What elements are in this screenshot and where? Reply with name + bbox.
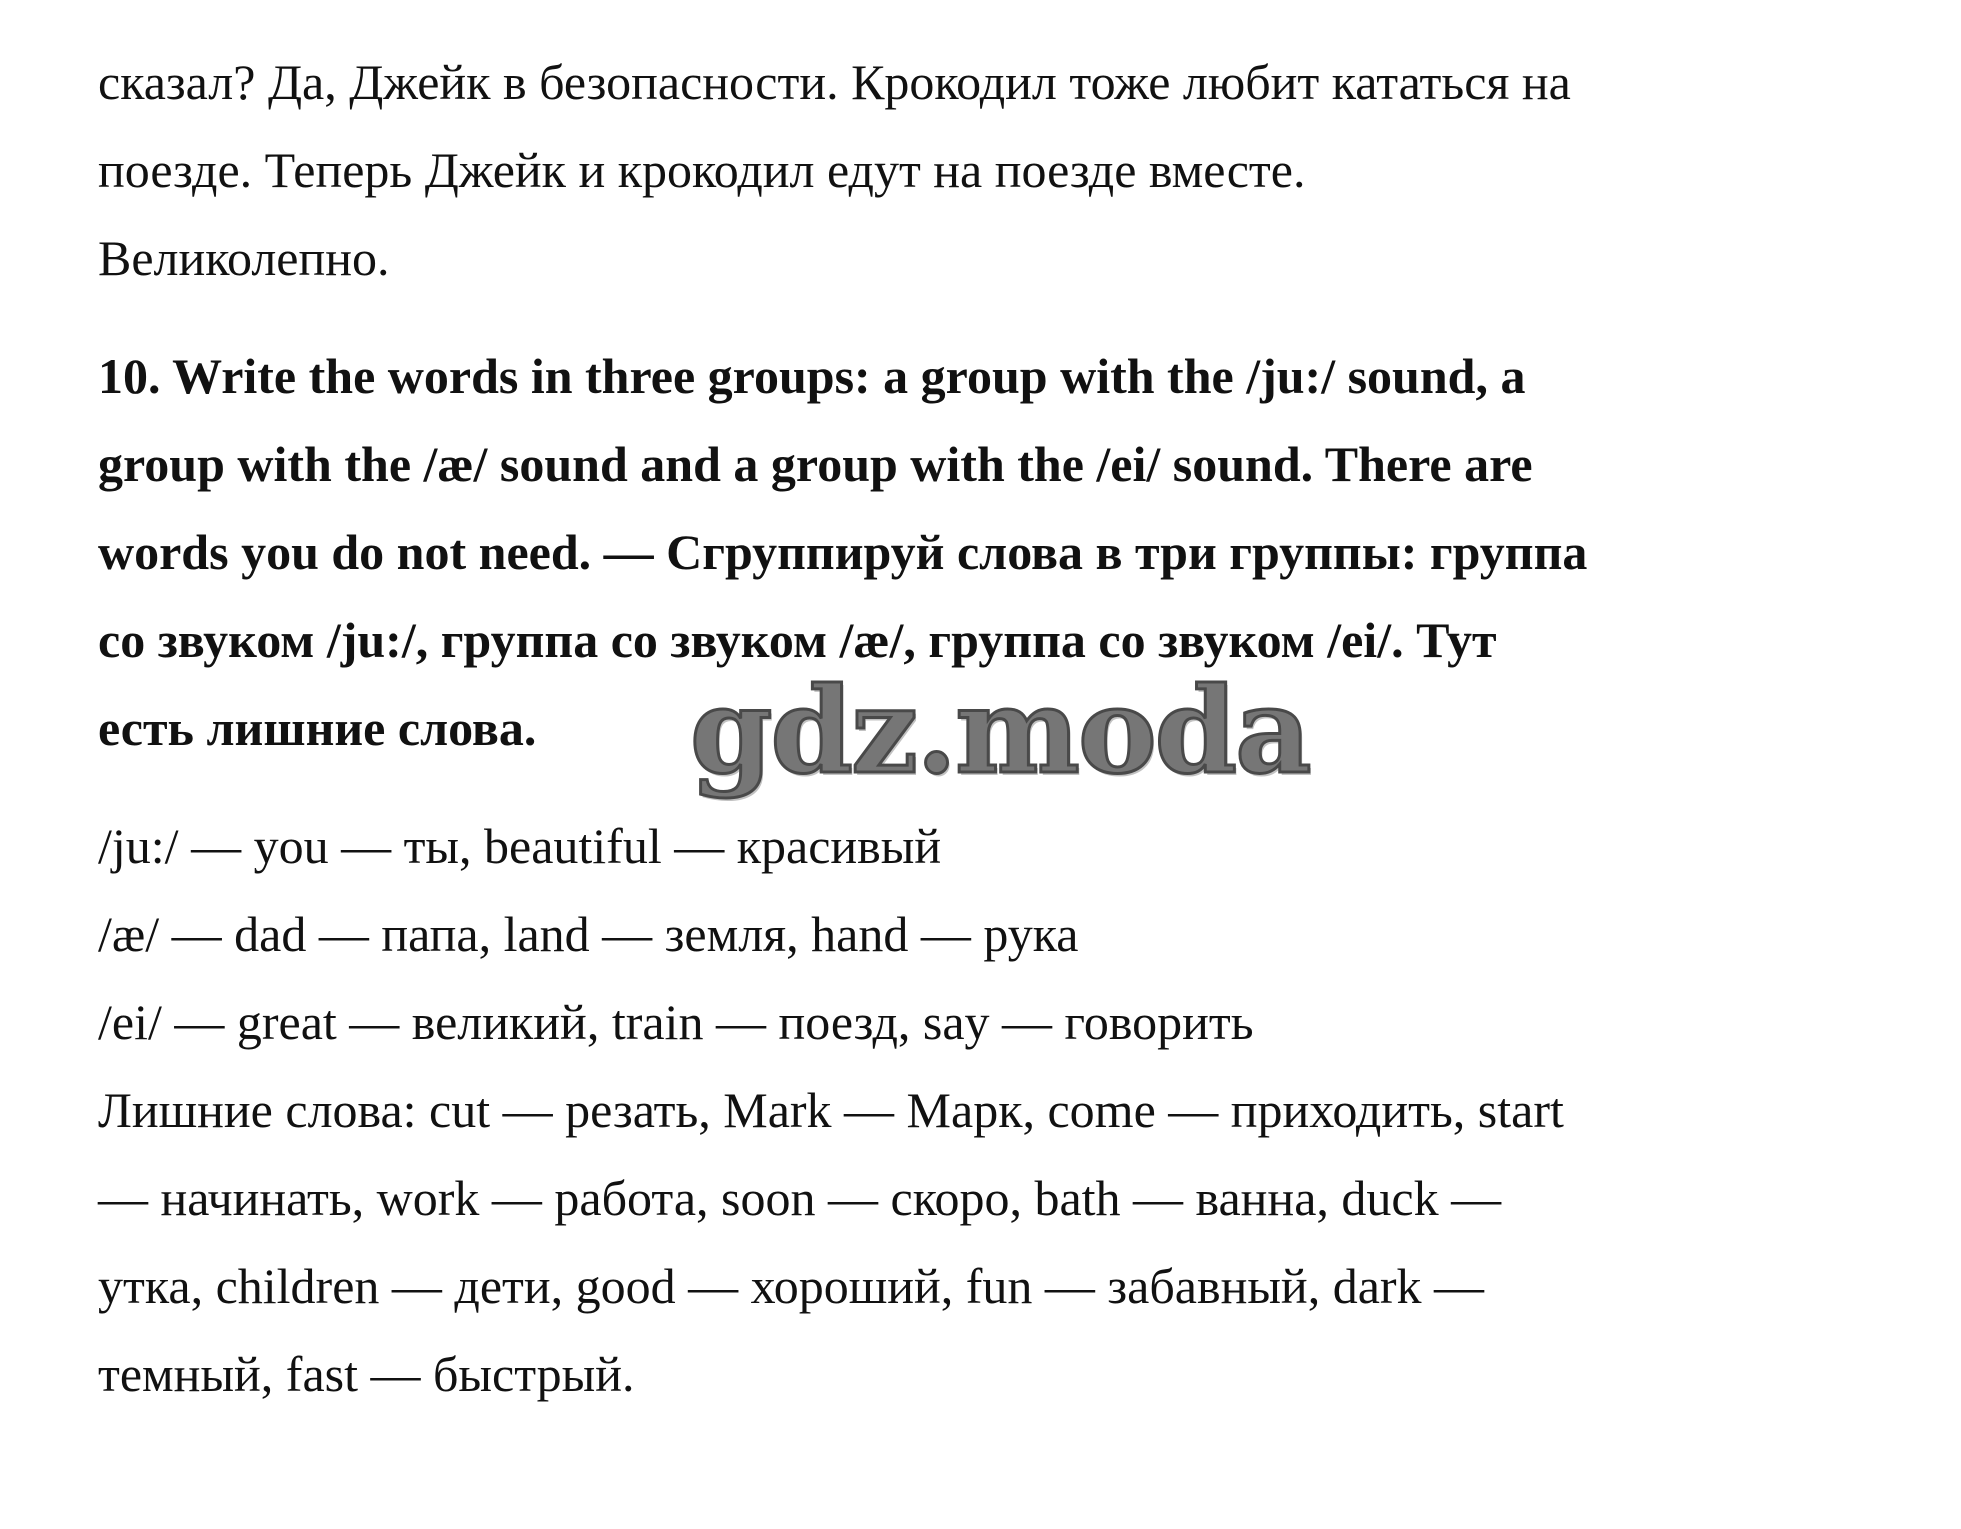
extra-words-line: Лишние слова: cut — резать, Mark — Марк, come — приходить, start xyxy=(98,1082,1564,1138)
intro-line: сказал? Да, Джейк в безопасности. Крокодил тоже любит кататься на xyxy=(98,54,1571,110)
extra-words-line: — начинать, work — работа, soon — скоро, bath — ванна, duck — xyxy=(98,1170,1502,1226)
task-line: 10. Write the words in three groups: a group with the /ju:/ sound, a xyxy=(98,348,1526,404)
answer-line-ju: /ju:/ — you — ты, beautiful — красивый xyxy=(98,818,942,874)
watermark-logo: gdz.moda xyxy=(690,661,1310,800)
intro-paragraph xyxy=(98,38,1898,302)
answer-line-ei: /ei/ — great — великий, train — поезд, say — говорить xyxy=(98,994,1254,1050)
task-line: со звуком /ju:/, группа со звуком /æ/, группа со звуком /ei/. Тут xyxy=(98,612,1497,668)
extra-words-line: темный, fast — быстрый. xyxy=(98,1346,635,1402)
answers-block xyxy=(98,802,1898,1418)
intro-line: Великолепно. xyxy=(98,230,390,286)
intro-line: поезде. Теперь Джейк и крокодил едут на поезде вместе. xyxy=(98,142,1306,198)
task-line: group with the /æ/ sound and a group with the /ei/ sound. There are xyxy=(98,436,1533,492)
task-line: words you do not need. — Сгруппируй слова в три группы: группа xyxy=(98,524,1588,580)
extra-words-line: утка, children — дети, good — хороший, fun — забавный, dark — xyxy=(98,1258,1485,1314)
task-line: есть лишние слова. xyxy=(98,700,537,756)
answer-line-ae: /æ/ — dad — папа, land — земля, hand — рука xyxy=(98,906,1079,962)
